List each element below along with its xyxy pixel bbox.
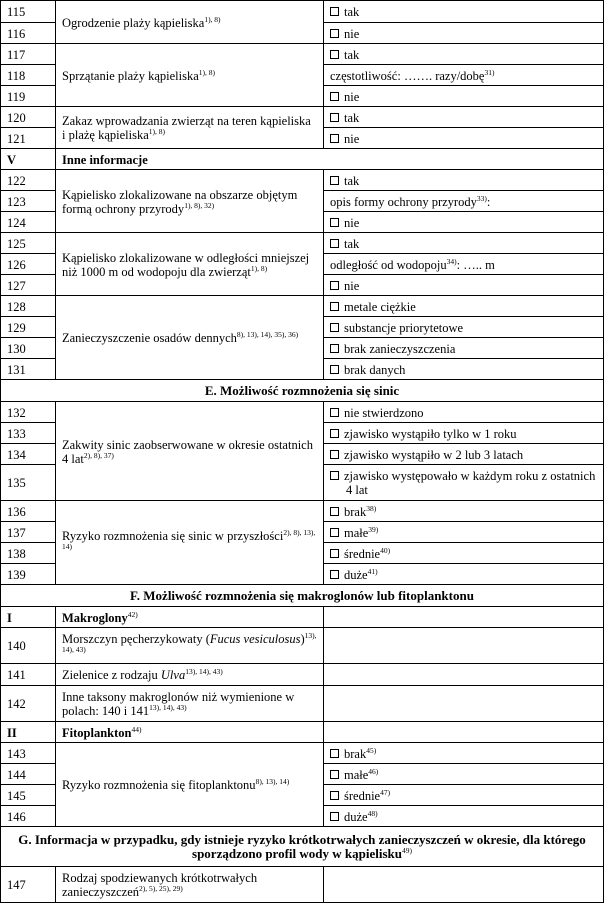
checkbox-option[interactable]: nie [324, 128, 604, 149]
checkbox-option[interactable]: tak [324, 44, 604, 65]
value-cell[interactable] [324, 867, 604, 903]
field-label: Rodzaj spodziewanych krótkotrwałych zanieczyszczeń$^{2), 5), 25), 29)}$ [56, 867, 324, 903]
field-label: Kąpielisko zlokalizowane na obszarze objętym formą ochrony przyrody$^{1), 8), 32)}$ [56, 170, 324, 233]
row-number: 147 [1, 867, 56, 903]
checkbox-option[interactable]: nie stwierdzono [324, 402, 604, 423]
checkbox-option[interactable]: tak [324, 233, 604, 254]
value-cell[interactable] [324, 664, 604, 686]
field-label: Zielenice z rodzaju Ulva$^{13), 14), 43)}$ [56, 664, 324, 686]
checkbox-option[interactable]: średnie$^{47)}$ [324, 785, 604, 806]
row-number: 146 [1, 806, 56, 827]
section-title: Inne informacje [56, 149, 604, 170]
checkbox-option[interactable]: nie [324, 275, 604, 296]
checkbox-icon[interactable] [330, 239, 339, 248]
checkbox-icon[interactable] [330, 570, 339, 579]
checkbox-icon[interactable] [330, 302, 339, 311]
section-heading: F. Możliwość rozmnożenia się makroglonów lub fitoplanktonu [1, 585, 604, 607]
checkbox-icon[interactable] [330, 344, 339, 353]
field-label: Ryzyko rozmnożenia się fitoplanktonu$^{8), 13), 14)}$ [56, 743, 324, 827]
value-cell[interactable] [324, 628, 604, 664]
checkbox-option[interactable]: małe$^{39)}$ [324, 522, 604, 543]
checkbox-icon[interactable] [330, 528, 339, 537]
section-title: Fitoplankton$^{44)}$ [56, 722, 324, 743]
field-label: Inne taksony makroglonów niż wymienione w polach: 140 i $141^{13), 14), 43)}$ [56, 686, 324, 722]
row-number: 119 [1, 86, 56, 107]
checkbox-icon[interactable] [330, 471, 339, 480]
field-label: Zakwity sinic zaobserwowane w okresie ostatnich 4 lat$^{2), 8), 37)}$ [56, 402, 324, 501]
row-number: 143 [1, 743, 56, 764]
row-number: 145 [1, 785, 56, 806]
distance-field[interactable]: odległość od wodopoju$^{34)}$: ….. m [324, 254, 604, 275]
field-label: Zanieczyszczenie osadów dennych$^{8), 13), 14), 35), 36)}$ [56, 296, 324, 380]
section-number: V [1, 149, 56, 170]
checkbox-option[interactable]: małe$^{46)}$ [324, 764, 604, 785]
checkbox-icon[interactable] [330, 749, 339, 758]
section-number: II [1, 722, 56, 743]
checkbox-option[interactable]: zjawisko występowało w każdym roku z ostatnich 4 lat [324, 465, 604, 501]
frequency-field[interactable]: częstotliwość: ……. razy/dobę$^{31)}$ [324, 65, 604, 86]
value-cell[interactable] [324, 686, 604, 722]
checkbox-option[interactable]: metale ciężkie [324, 296, 604, 317]
checkbox-icon[interactable] [330, 812, 339, 821]
checkbox-option[interactable]: zjawisko wystąpiło w 2 lub 3 latach [324, 444, 604, 465]
row-number: 126 [1, 254, 56, 275]
field-label: Kąpielisko zlokalizowane w odległości mniejszej niż 1000 m od wodopoju dla zwierząt$^{1), 8)}$ [56, 233, 324, 296]
checkbox-option[interactable]: substancje priorytetowe [324, 317, 604, 338]
checkbox-option[interactable]: nie [324, 86, 604, 107]
field-label: Zakaz wprowadzania zwierząt na teren kąpieliska i plażę kąpieliska$^{1), 8)}$ [56, 107, 324, 149]
row-number: 124 [1, 212, 56, 233]
checkbox-option[interactable]: brak$^{38)}$ [324, 501, 604, 522]
row-number: 138 [1, 543, 56, 564]
row-number: 131 [1, 359, 56, 380]
checkbox-icon[interactable] [330, 365, 339, 374]
row-number: 116 [1, 23, 56, 44]
field-label: Sprzątanie plaży kąpieliska$^{1), 8)}$ [56, 44, 324, 107]
row-number: 125 [1, 233, 56, 254]
row-number: 139 [1, 564, 56, 585]
checkbox-icon[interactable] [330, 429, 339, 438]
row-number: 122 [1, 170, 56, 191]
row-number: 118 [1, 65, 56, 86]
row-number: 135 [1, 465, 56, 501]
row-number: 132 [1, 402, 56, 423]
checkbox-icon[interactable] [330, 281, 339, 290]
row-number: 127 [1, 275, 56, 296]
row-number: 140 [1, 628, 56, 664]
checkbox-option[interactable]: brak danych [324, 359, 604, 380]
checkbox-icon[interactable] [330, 218, 339, 227]
checkbox-option[interactable]: nie [324, 212, 604, 233]
checkbox-icon[interactable] [330, 7, 339, 16]
checkbox-icon[interactable] [330, 134, 339, 143]
checkbox-icon[interactable] [330, 791, 339, 800]
checkbox-option[interactable]: tak [324, 1, 604, 23]
checkbox-icon[interactable] [330, 92, 339, 101]
row-number: 117 [1, 44, 56, 65]
checkbox-icon[interactable] [330, 113, 339, 122]
empty-cell [324, 722, 604, 743]
row-number: 137 [1, 522, 56, 543]
row-number: 144 [1, 764, 56, 785]
row-number: 133 [1, 423, 56, 444]
checkbox-icon[interactable] [330, 770, 339, 779]
field-label: Ryzyko rozmnożenia się sinic w przyszłości$^{2), 8), 13), 14)}$ [56, 501, 324, 585]
empty-cell [324, 607, 604, 628]
checkbox-option[interactable]: duże$^{41)}$ [324, 564, 604, 585]
row-number: 134 [1, 444, 56, 465]
field-label: Ogrodzenie plaży kąpieliska$^{1), 8)}$ [56, 1, 324, 44]
row-number: 129 [1, 317, 56, 338]
row-number: 120 [1, 107, 56, 128]
checkbox-option[interactable]: tak [324, 107, 604, 128]
checkbox-icon[interactable] [330, 29, 339, 38]
row-number: 141 [1, 664, 56, 686]
checkbox-icon[interactable] [330, 323, 339, 332]
checkbox-option[interactable]: tak [324, 170, 604, 191]
row-number: 121 [1, 128, 56, 149]
checkbox-icon[interactable] [330, 450, 339, 459]
checkbox-option[interactable]: zjawisko wystąpiło tylko w 1 roku [324, 423, 604, 444]
checkbox-option[interactable]: średnie$^{40)}$ [324, 543, 604, 564]
section-heading: E. Możliwość rozmnożenia się sinic [1, 380, 604, 402]
checkbox-option[interactable]: brak zanieczyszczenia [324, 338, 604, 359]
field-label: Morszczyn pęcherzykowaty (Fucus vesiculosus)$^{13), 14), 43)}$ [56, 628, 324, 664]
checkbox-option[interactable]: nie [324, 23, 604, 44]
row-number: 123 [1, 191, 56, 212]
section-heading: G. Informacja w przypadku, gdy istnieje ryzyko krótkotrwałych zanieczyszczeń w okresie, dla którego sporządzono profil wody w kąpielisku$^{49)}$ [1, 827, 604, 867]
row-number: 115 [1, 1, 56, 23]
checkbox-icon[interactable] [330, 50, 339, 59]
row-number: 142 [1, 686, 56, 722]
checkbox-icon[interactable] [330, 408, 339, 417]
protection-form-field[interactable]: opis formy ochrony przyrody$^{33)}$: [324, 191, 604, 212]
checkbox-icon[interactable] [330, 549, 339, 558]
checkbox-option[interactable]: duże$^{48)}$ [324, 806, 604, 827]
checkbox-option[interactable]: brak$^{45)}$ [324, 743, 604, 764]
row-number: 136 [1, 501, 56, 522]
section-title: Makroglony$^{42)}$ [56, 607, 324, 628]
row-number: 128 [1, 296, 56, 317]
section-number: I [1, 607, 56, 628]
row-number: 130 [1, 338, 56, 359]
checkbox-icon[interactable] [330, 176, 339, 185]
checkbox-icon[interactable] [330, 507, 339, 516]
